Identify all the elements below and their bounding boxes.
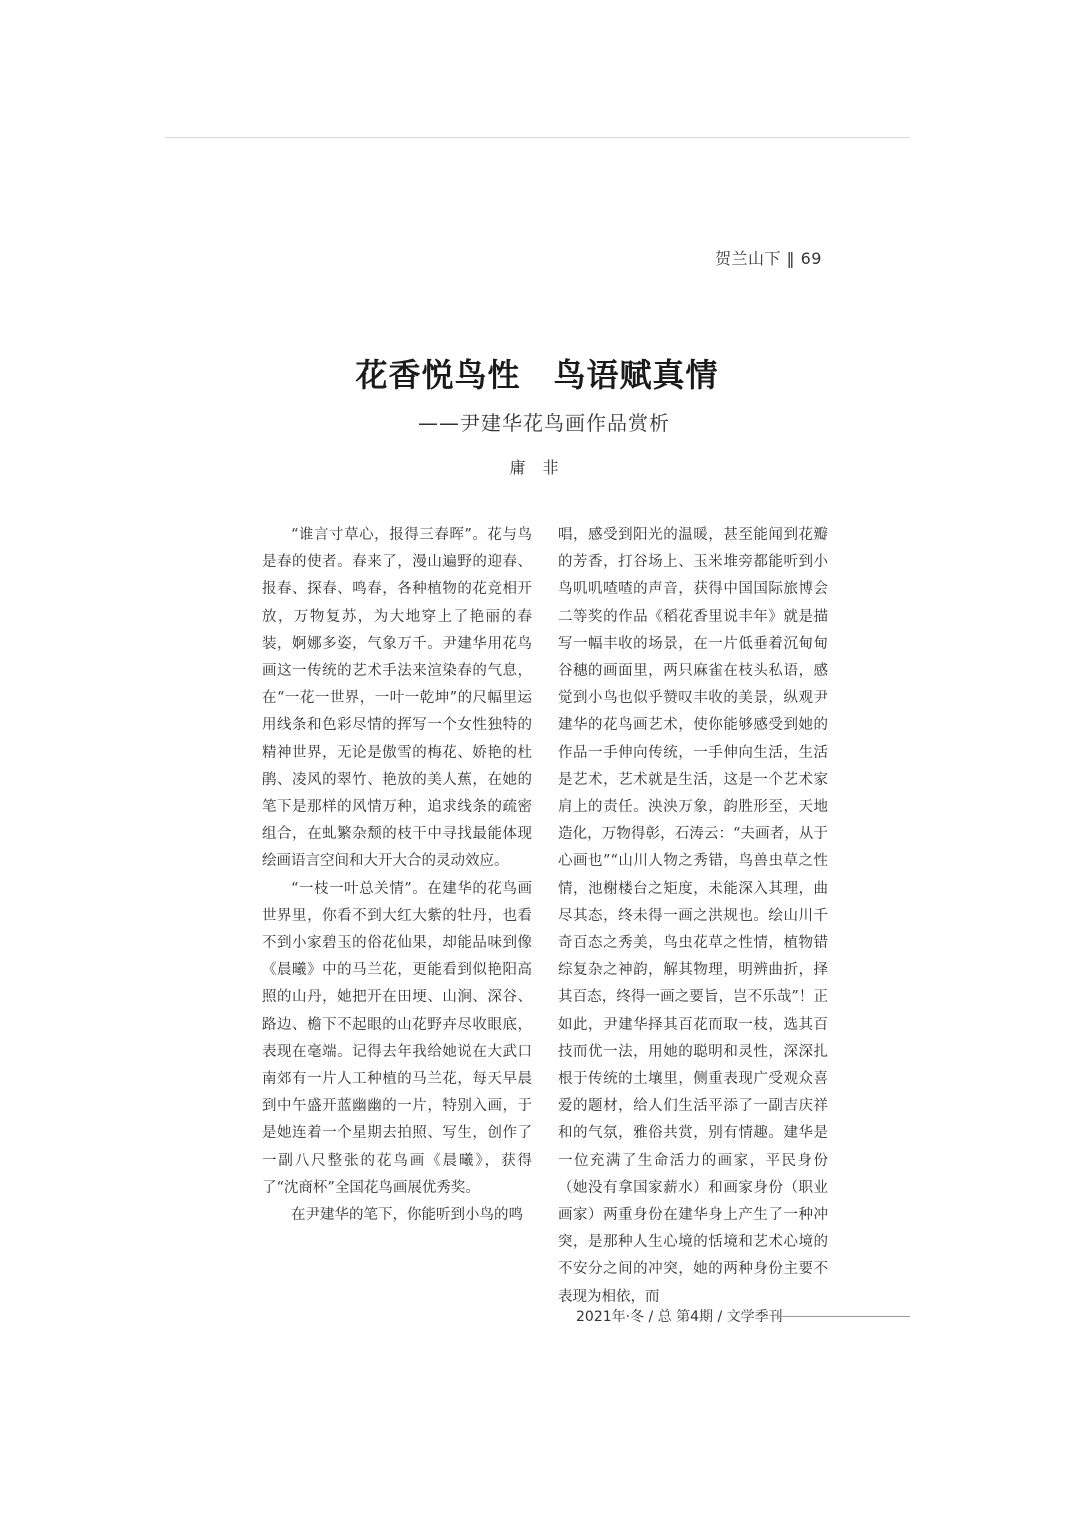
article-subtitle: ——尹建华花鸟画作品赏析 <box>418 411 670 435</box>
body-paragraph: “谁言寸草心，报得三春晖”。花与鸟是春的使者。春来了，漫山遍野的迎春、报春、探春、鸣春，各种植物的花竞相开放，万物复苏，为大地穿上了艳丽的春装，婀娜多姿，气象万千。尹建华用花鸟画这一传统的艺术手法来渲染春的气息，在“一花一世界，一叶一乾坤”的尺幅里运用线条和色彩尽情的挥写一个女性独特的精神世界，无论是傲雪的梅花、娇艳的杜鹃、凌风的翠竹、艳放的美人蕉，在她的笔下是那样的风情万种，追求线条的疏密组合，在虬繁杂颓的枝干中寻找最能体现绘画语言空间和大开大合的灵动效应。 <box>262 527 532 870</box>
body-paragraph: “一枝一叶总关情”。在建华的花鸟画世界里，你看不到大红大紫的牡丹，也看不到小家碧玉的俗花仙果，却能品味到像《晨曦》中的马兰花，更能看到似艳阳高照的山丹，她把开在田埂、山涧、深谷、路边、檐下不起眼的山花野卉尽收眼底，表现在毫端。记得去年我给她说在大武口南郊有一片人工种植的马兰花，每天早晨到中午盛开蓝幽幽的一片，特别入画，于是她连着一个星期去拍照、写生，创作了一副八尺整张的花鸟画《晨曦》，获得了“沈商杯”全国花鸟画展优秀奖。 <box>262 880 532 1196</box>
body-paragraph: 唱，感受到阳光的温暖，甚至能闻到花瓣的芳香，打谷场上、玉米堆旁都能听到小鸟叽叽喳喳的声音，获得中国国际旅博会二等奖的作品《稻花香里说丰年》就是描写一幅丰收的场景，在一片低垂着沉甸甸谷穗的画面里，两只麻雀在枝头私语，感觉到小鸟也似乎赞叹丰收的美景，纵观尹建华的花鸟画艺术，使你能够感受到她的作品一手伸向传统，一手伸向生活，生活是艺术，艺术就是生活，这是一个艺术家肩上的责任。泱泱万象，韵胜形至，天地造化，万物得彰，石涛云：“夫画者，从于心画也”“山川人物之秀错，鸟兽虫草之性情，池榭楼台之矩度，未能深入其理，曲尽其态，终未得一画之洪规也。绘山川千奇百态之秀美，鸟虫花草之性情，植物错综复杂之神韵，解其物理，明辨曲折，择其百态，终得一画之要旨，岂不乐哉”！正如此，尹建华择其百花而取一枝，选其百技而优一法，用她的聪明和灵性，深深扎根于传统的土壤里，侧重表现广受观众喜爱的题材，给人们生活平添了一副吉庆祥和的气氛，雅俗共赏，别有情趣。建华是一位充满了生命活力的画家，平民身份（她没有拿国家薪水）和画家身份（职业画家）两重身份在建华身上产生了一种冲突，是那种人生心境的恬境和艺术心境的不安分之间的冲突，她的两种身份主要不表现为相依，而 <box>558 527 828 1305</box>
left-column <box>262 522 532 1229</box>
body-paragraph: 在尹建华的笔下，你能听到小鸟的鸣 <box>291 1207 523 1224</box>
right-column <box>558 522 828 1311</box>
article-author: 庸 非 <box>509 458 565 477</box>
footer-rule <box>777 1316 910 1317</box>
top-rule <box>165 137 910 138</box>
article-title: 花香悦鸟性 鸟语赋真情 <box>355 356 719 394</box>
footer-issue-line: 2021年·冬 / 总 第4期 / 文学季刊 <box>576 1309 783 1325</box>
running-head: 贺兰山下 ‖ 69 <box>714 249 822 268</box>
